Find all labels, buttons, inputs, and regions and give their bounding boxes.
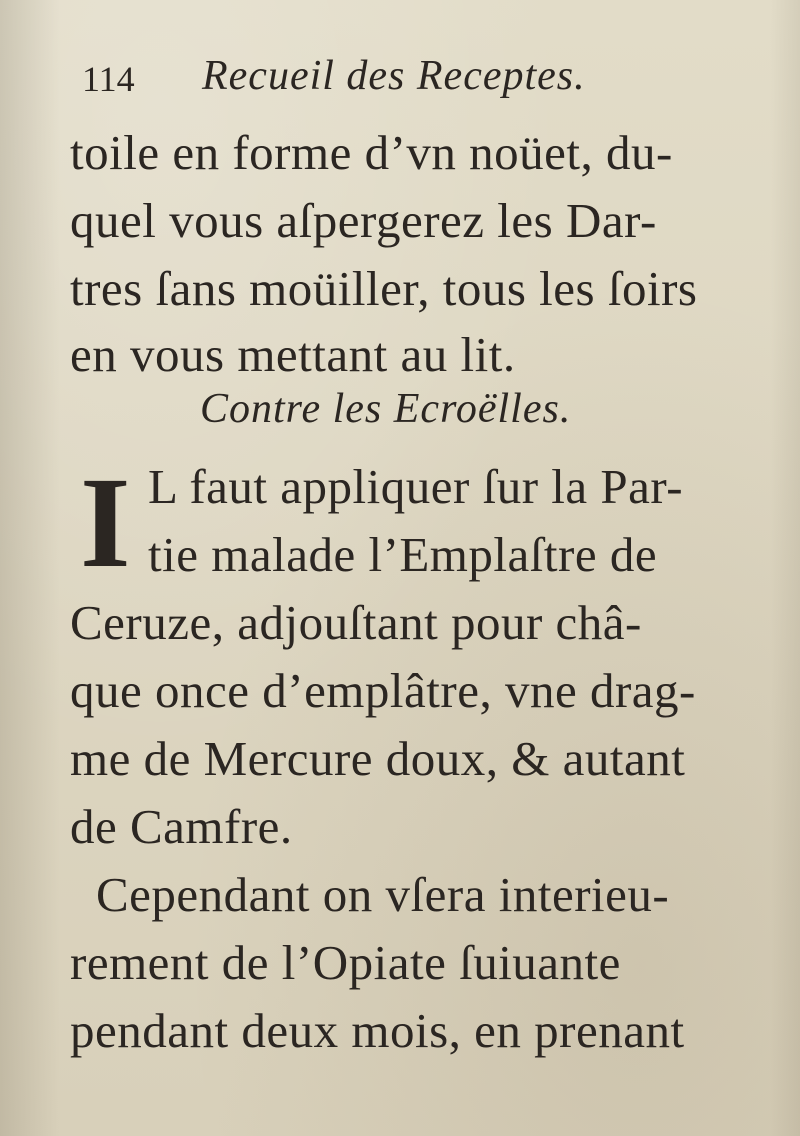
text-line: tres ſans moüiller, tous les ſoirs	[70, 261, 698, 316]
text-line: pendant deux mois, en prenant	[70, 1003, 685, 1058]
text-line: de Camfre.	[70, 799, 293, 854]
drop-cap: I	[80, 451, 131, 595]
page-number: 114	[82, 59, 135, 99]
text-line: toile en forme d’vn noüet, du-	[70, 125, 673, 180]
section-heading: Contre les Ecroëlles.	[200, 386, 572, 432]
text-line: quel vous aſpergerez les Dar-	[70, 193, 657, 248]
text-line: en vous mettant au lit.	[70, 327, 516, 382]
text-line: L faut appliquer ſur la Par-	[148, 459, 684, 514]
text-line: tie malade l’Emplaſtre de	[148, 527, 658, 582]
running-title: Recueil des Receptes.	[202, 53, 586, 99]
text-line: me de Mercure doux, & autant	[70, 731, 686, 786]
text-line: Cependant on vſera interieu-	[96, 867, 670, 922]
text-line: rement de l’Opiate ſuiuante	[70, 935, 621, 990]
text-line: que once d’emplâtre, vne drag-	[70, 663, 696, 718]
text-line: Ceruze, adjouſtant pour châ-	[70, 595, 642, 650]
page-header	[82, 52, 742, 112]
